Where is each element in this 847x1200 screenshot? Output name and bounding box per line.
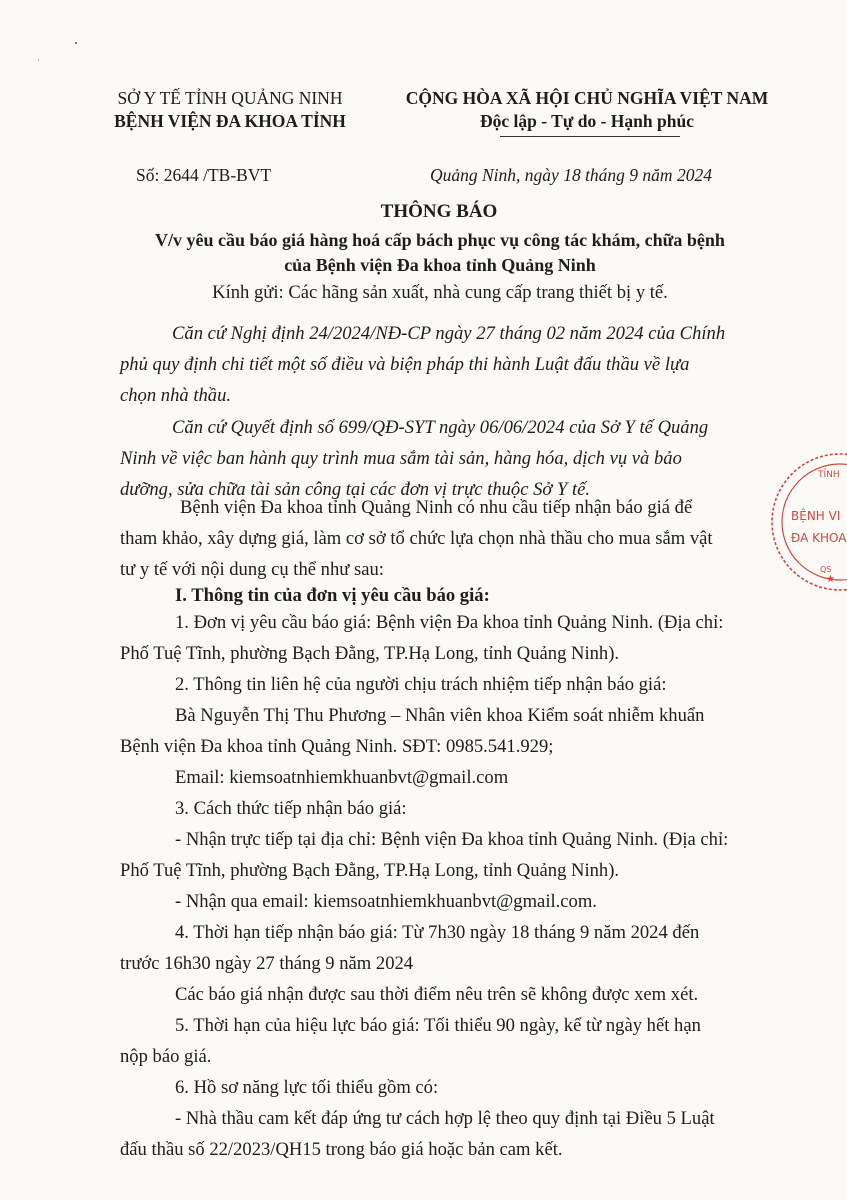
text-line: 5. Thời hạn của hiệu lực báo giá: Tối thiểu 90 ngày, kể từ ngày hết hạn [175, 1015, 701, 1036]
legal-basis-paragraph [120, 318, 758, 411]
email-line: - Nhận qua email: kiemsoatnhiemkhuanbvt@gmail.com. [175, 891, 597, 912]
agency-name: SỞ Y TẾ TỈNH QUẢNG NINH [117, 88, 343, 108]
intro-paragraph [120, 492, 758, 585]
scan-speck [38, 60, 39, 61]
text-line: tư y tế với nội dung cụ thể như sau: [120, 559, 384, 580]
hospital-name: BỆNH VIỆN ĐA KHOA TỈNH [114, 111, 346, 131]
text-line: phủ quy định chi tiết một số điều và biện pháp thi hành Luật đấu thầu về lựa [120, 354, 690, 375]
text-line: Phố Tuệ Tĩnh, phường Bạch Đằng, TP.Hạ Long, tỉnh Quảng Ninh). [120, 643, 620, 664]
text-line: chọn nhà thầu. [120, 385, 232, 406]
text-line: 1. Đơn vị yêu cầu báo giá: Bệnh viện Đa khoa tỉnh Quảng Ninh. (Địa chỉ: [175, 612, 724, 633]
document-date: Quảng Ninh, ngày 18 tháng 9 năm 2024 [430, 165, 712, 185]
text-line: dưỡng, sửa chữa tài sản công tại các đơn vị trực thuộc Sở Y tế. [120, 479, 591, 500]
text-line: Bà Nguyễn Thị Thu Phương – Nhân viên khoa Kiểm soát nhiễm khuẩn [175, 705, 705, 726]
document-title: THÔNG BÁO [380, 201, 498, 222]
text-line: 2. Thông tin liên hệ của người chịu trách nhiệm tiếp nhận báo giá: [175, 674, 667, 695]
text-line: nộp báo giá. [120, 1046, 212, 1067]
scan-speck [75, 42, 77, 44]
text-line: 6. Hồ sơ năng lực tối thiểu gồm có: [175, 1077, 439, 1098]
text-line: Căn cứ Quyết định số 699/QĐ-SYT ngày 06/06/2024 của Sở Y tế Quảng [172, 417, 709, 438]
text-line: Căn cứ Nghị định 24/2024/NĐ-CP ngày 27 tháng 02 năm 2024 của Chính [172, 323, 726, 344]
text-line: - Nhà thầu cam kết đáp ứng tư cách hợp lệ theo quy định tại Điều 5 Luật [175, 1108, 715, 1129]
section-heading: I. Thông tin của đơn vị yêu cầu báo giá: [175, 585, 490, 606]
seal-text-mid2: ĐA KHOA [791, 531, 847, 545]
seal-text-top: TỈNH [818, 470, 840, 480]
text-line: Bệnh viện Đa khoa tỉnh Quảng Ninh. SĐT: 0985.541.929; [120, 736, 554, 757]
email-line: Email: kiemsoatnhiemkhuanbvt@gmail.com [175, 767, 509, 788]
text-line: 4. Thời hạn tiếp nhận báo giá: Từ 7h30 ngày 18 tháng 9 năm 2024 đến [175, 922, 700, 943]
document-number: Số: 2644 /TB-BVT [136, 165, 272, 185]
red-seal-stamp [760, 450, 847, 600]
section-content [120, 607, 758, 1165]
text-line: Ninh về việc ban hành quy trình mua sắm tài sản, hàng hóa, dịch vụ và bảo [120, 448, 682, 469]
text-line: Bệnh viện Đa khoa tỉnh Quảng Ninh có nhu cầu tiếp nhận báo giá để [180, 497, 693, 518]
seal-text-bottom: QS [820, 565, 832, 574]
republic-name: CỘNG HÒA XÃ HỘI CHỦ NGHĨA VIỆT NAM [405, 88, 769, 108]
text-line: tham khảo, xây dựng giá, làm cơ sở tổ chức lựa chọn nhà thầu cho mua sắm vật [120, 528, 713, 549]
recipient-line: Kính gửi: Các hãng sản xuất, nhà cung cấp trang thiết bị y tế. [212, 282, 668, 303]
national-motto: Độc lập - Tự do - Hạnh phúc [480, 111, 694, 131]
subject-line: V/v yêu cầu báo giá hàng hoá cấp bách phục vụ công tác khám, chữa bệnh [155, 230, 725, 250]
seal-star-icon: ★ [826, 574, 835, 585]
subject-line: của Bệnh viện Đa khoa tỉnh Quảng Ninh [284, 255, 596, 275]
motto-underline [500, 136, 680, 137]
text-line: trước 16h30 ngày 27 tháng 9 năm 2024 [120, 953, 414, 974]
text-line: 3. Cách thức tiếp nhận báo giá: [175, 798, 407, 819]
text-line: đấu thầu số 22/2023/QH15 trong báo giá hoặc bản cam kết. [120, 1139, 563, 1160]
text-line: - Nhận trực tiếp tại địa chỉ: Bệnh viện Đa khoa tỉnh Quảng Ninh. (Địa chỉ: [175, 829, 729, 850]
text-line: Phố Tuệ Tĩnh, phường Bạch Đằng, TP.Hạ Long, tỉnh Quảng Ninh). [120, 860, 620, 881]
text-line: Các báo giá nhận được sau thời điểm nêu trên sẽ không được xem xét. [175, 984, 699, 1005]
seal-text-mid1: BỆNH VI [791, 509, 841, 523]
